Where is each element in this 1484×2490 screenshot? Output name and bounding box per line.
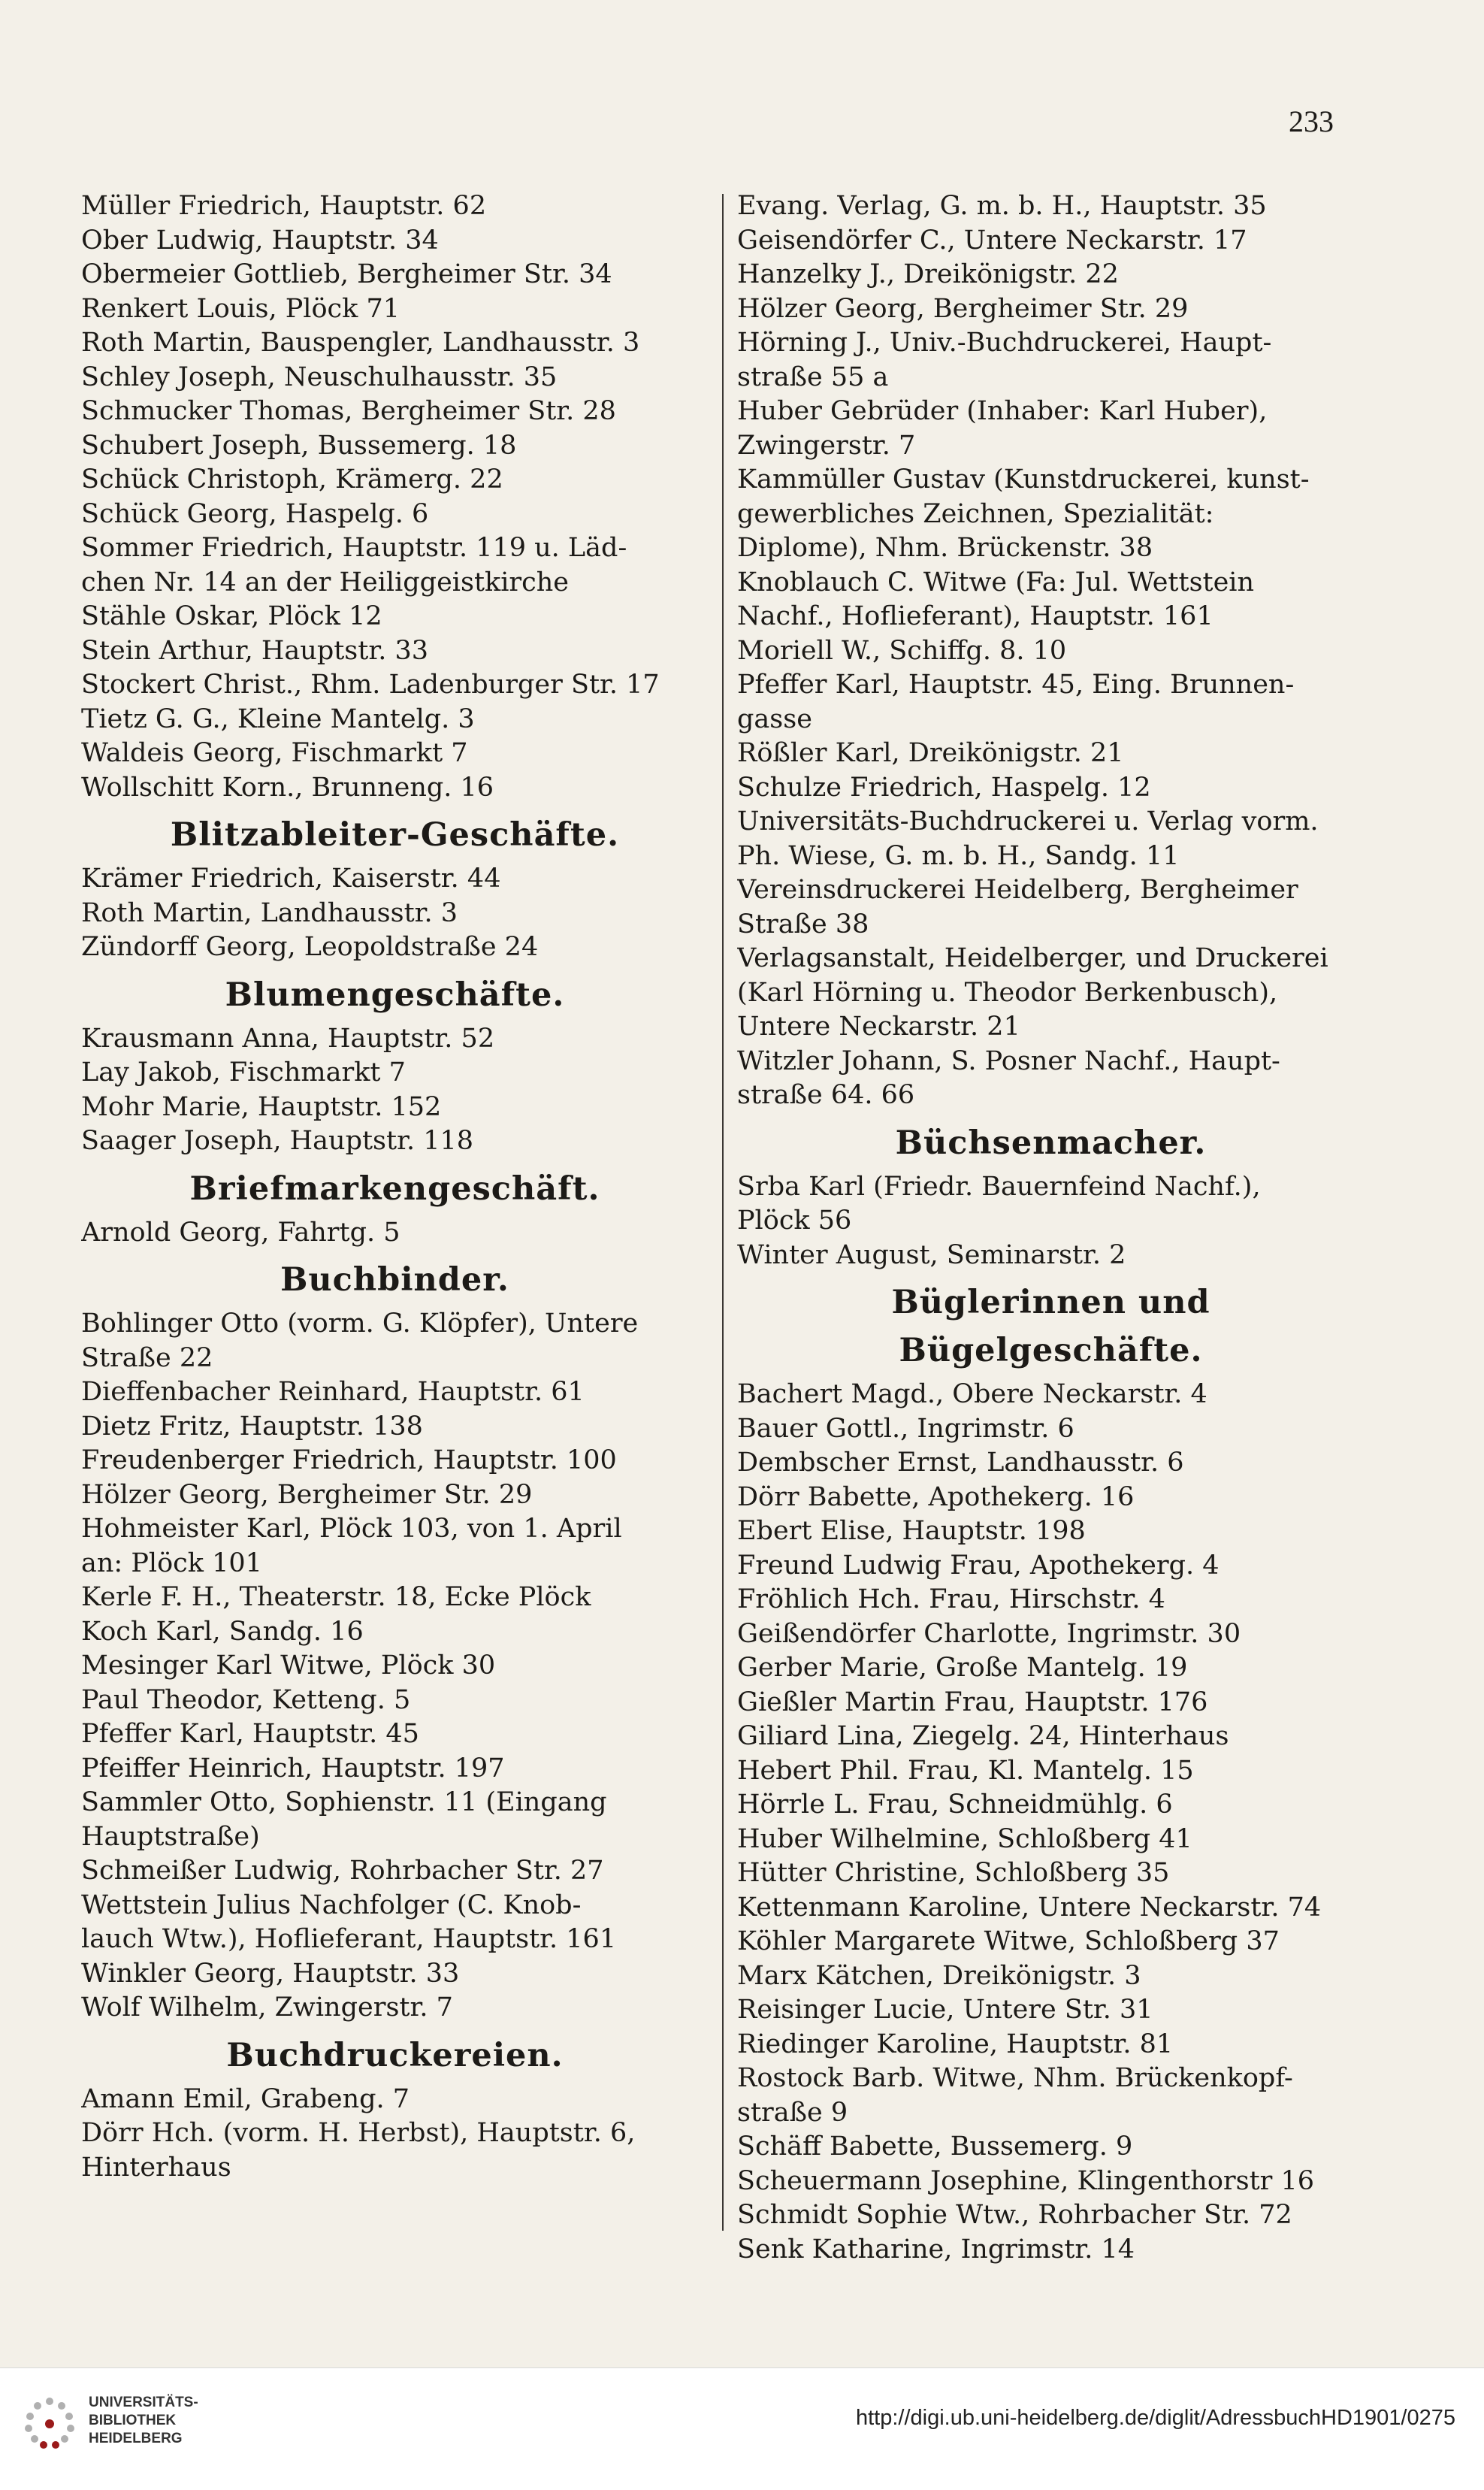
directory-entry: Winter August, Seminarstr. 2 xyxy=(737,1239,1126,1270)
directory-entry: Freund Ludwig Frau, Apothekerg. 4 xyxy=(737,1550,1220,1581)
directory-entry: Bauer Gottl., Ingrimstr. 6 xyxy=(737,1413,1074,1444)
directory-entry: Geißendörfer Charlotte, Ingrimstr. 30 xyxy=(737,1618,1241,1649)
logo-line-1: UNIVERSITÄTS- xyxy=(89,2395,198,2410)
directory-entry: Bohlinger Otto (vorm. G. Klöpfer), Untere xyxy=(81,1309,639,1339)
directory-entry: Dieffenbacher Reinhard, Hauptstr. 61 xyxy=(81,1377,585,1407)
logo-line-2: BIBLIOTHEK xyxy=(89,2413,177,2428)
directory-entry: Lay Jakob, Fischmarkt 7 xyxy=(81,1057,406,1088)
directory-entry: gasse xyxy=(737,703,812,734)
directory-entry: an: Plöck 101 xyxy=(81,1548,262,1578)
directory-entry: Kammüller Gustav (Kunstdruckerei, kunst- xyxy=(737,464,1310,495)
directory-entry: Nachf., Hoflieferant), Hauptstr. 161 xyxy=(737,601,1213,631)
directory-entry: Srba Karl (Friedr. Bauernfeind Nachf.), xyxy=(737,1171,1261,1202)
directory-entry: straße 9 xyxy=(737,2097,848,2128)
directory-entry: Wettstein Julius Nachfolger (C. Knob- xyxy=(81,1889,582,1920)
directory-entry: Straße 38 xyxy=(737,909,869,939)
directory-entry: Diplome), Nhm. Brückenstr. 38 xyxy=(737,533,1153,563)
directory-entry: Hölzer Georg, Bergheimer Str. 29 xyxy=(737,293,1189,324)
directory-entry: Huber Wilhelmine, Schloßberg 41 xyxy=(737,1823,1192,1854)
directory-entry: Dembscher Ernst, Landhausstr. 6 xyxy=(737,1448,1184,1478)
directory-entry: Senk Katharine, Ingrimstr. 14 xyxy=(737,2234,1135,2265)
directory-entry: Geisendörfer C., Untere Neckarstr. 17 xyxy=(737,225,1247,256)
directory-entry: Verlagsanstalt, Heidelberger, und Druckerei xyxy=(737,943,1328,973)
directory-entry: Witzler Johann, S. Posner Nachf., Haupt- xyxy=(737,1045,1280,1076)
directory-entry: Gießler Martin Frau, Hauptstr. 176 xyxy=(737,1687,1208,1717)
directory-entry: Waldeis Georg, Fischmarkt 7 xyxy=(81,738,468,768)
directory-entry: Moriell W., Schiffg. 8. 10 xyxy=(737,635,1067,666)
directory-entry: Huber Gebrüder (Inhaber: Karl Huber), xyxy=(737,396,1268,426)
directory-entry: Kerle F. H., Theaterstr. 18, Ecke Plöck xyxy=(81,1582,591,1612)
directory-entry: Schück Georg, Haspelg. 6 xyxy=(81,498,429,529)
directory-entry: Marx Kätchen, Dreikönigstr. 3 xyxy=(737,1960,1141,1991)
directory-entry: Pfeiffer Heinrich, Hauptstr. 197 xyxy=(81,1753,505,1784)
directory-entry: Hütter Christine, Schloßberg 35 xyxy=(737,1858,1170,1888)
directory-entry: Winkler Georg, Hauptstr. 33 xyxy=(81,1958,460,1989)
right-column xyxy=(724,189,1365,2265)
directory-entry: Scheuermann Josephine, Klingenthorstr 16 xyxy=(737,2165,1315,2196)
directory-entry: Koch Karl, Sandg. 16 xyxy=(81,1616,364,1647)
directory-entry: Hinterhaus xyxy=(81,2152,231,2183)
directory-entry: Müller Friedrich, Hauptstr. 62 xyxy=(81,191,487,221)
directory-entry: Evang. Verlag, G. m. b. H., Hauptstr. 35 xyxy=(737,191,1267,221)
directory-entry: Knoblauch C. Witwe (Fa: Jul. Wettstein xyxy=(737,567,1255,598)
section-heading: Buchdruckereien. xyxy=(226,2036,564,2074)
directory-entry: Dörr Babette, Apothekerg. 16 xyxy=(737,1481,1135,1512)
directory-entry: Arnold Georg, Fahrtg. 5 xyxy=(81,1217,400,1248)
directory-entry: Schück Christoph, Krämerg. 22 xyxy=(81,464,503,495)
directory-entry: Fröhlich Hch. Frau, Hirschstr. 4 xyxy=(737,1584,1165,1614)
directory-entry: gewerbliches Zeichnen, Spezialität: xyxy=(737,498,1214,529)
directory-entry: Schmucker Thomas, Bergheimer Str. 28 xyxy=(81,396,616,426)
section-heading: Briefmarkengeschäft. xyxy=(189,1169,600,1208)
section-heading: Büchsenmacher. xyxy=(895,1124,1207,1162)
directory-entry: straße 64. 66 xyxy=(737,1080,915,1110)
directory-entry: Zwingerstr. 7 xyxy=(737,430,916,461)
directory-entry: Krämer Friedrich, Kaiserstr. 44 xyxy=(81,864,501,894)
directory-entry: Roth Martin, Landhausstr. 3 xyxy=(81,897,458,928)
directory-entry: Stähle Oskar, Plöck 12 xyxy=(81,601,382,631)
directory-entry: Zündorff Georg, Leopoldstraße 24 xyxy=(81,932,539,962)
directory-entry: Schulze Friedrich, Haspelg. 12 xyxy=(737,772,1151,803)
directory-entry: lauch Wtw.), Hoflieferant, Hauptstr. 161 xyxy=(81,1924,617,1954)
directory-entry: Schmidt Sophie Wtw., Rohrbacher Str. 72 xyxy=(737,2200,1292,2230)
library-logo-text xyxy=(89,2394,198,2448)
directory-entry: Ph. Wiese, G. m. b. H., Sandg. 11 xyxy=(737,840,1180,871)
directory-entry: Hanzelky J., Dreikönigstr. 22 xyxy=(737,259,1119,289)
directory-entry: Amann Emil, Grabeng. 7 xyxy=(81,2083,410,2114)
directory-entry: Mohr Marie, Hauptstr. 152 xyxy=(81,1091,442,1122)
directory-entry: Schäff Babette, Bussemerg. 9 xyxy=(737,2131,1133,2162)
directory-entry: Wollschitt Korn., Brunneng. 16 xyxy=(81,772,494,803)
directory-entry: Hauptstraße) xyxy=(81,1821,260,1852)
section-heading: Büglerinnen und Bügelgeschäfte. xyxy=(891,1284,1210,1369)
directory-entry: Tietz G. G., Kleine Mantelg. 3 xyxy=(81,703,475,734)
directory-entry: Dietz Fritz, Hauptstr. 138 xyxy=(81,1411,423,1442)
directory-entry: Rößler Karl, Dreikönigstr. 21 xyxy=(737,738,1124,768)
footer-bar xyxy=(0,2367,1484,2490)
directory-entry: Köhler Margarete Witwe, Schloßberg 37 xyxy=(737,1926,1280,1956)
directory-entry: Krausmann Anna, Hauptstr. 52 xyxy=(81,1023,495,1054)
page-number: 233 xyxy=(1289,104,1334,138)
directory-entry: Paul Theodor, Ketteng. 5 xyxy=(81,1684,411,1715)
directory-entry: Universitäts-Buchdruckerei u. Verlag vorm. xyxy=(737,806,1319,837)
directory-entry: Stein Arthur, Hauptstr. 33 xyxy=(81,635,429,666)
directory-entry: Ebert Elise, Hauptstr. 198 xyxy=(737,1516,1086,1546)
directory-entry: Plöck 56 xyxy=(737,1206,852,1236)
directory-entry: Schubert Joseph, Bussemerg. 18 xyxy=(81,430,517,461)
directory-entry: Riedinger Karoline, Hauptstr. 81 xyxy=(737,2029,1174,2059)
directory-entry: Hörning J., Univ.-Buchdruckerei, Haupt- xyxy=(737,328,1272,358)
directory-entry: Dörr Hch. (vorm. H. Herbst), Hauptstr. 6, xyxy=(81,2118,636,2148)
section-heading: Blitzableiter-Geschäfte. xyxy=(170,816,620,854)
directory-entry: Stockert Christ., Rhm. Ladenburger Str. 17 xyxy=(81,670,660,700)
directory-entry: Bachert Magd., Obere Neckarstr. 4 xyxy=(737,1379,1207,1409)
directory-entry: Schmeißer Ludwig, Rohrbacher Str. 27 xyxy=(81,1856,604,1886)
directory-entry: Sommer Friedrich, Hauptstr. 119 u. Läd- xyxy=(81,533,627,563)
directory-entry: Mesinger Karl Witwe, Plöck 30 xyxy=(81,1650,496,1681)
source-url-link[interactable]: http://digi.ub.uni-heidelberg.de/diglit/AdressbuchHD1901/0275 xyxy=(855,2406,1455,2430)
directory-entry: Rostock Barb. Witwe, Nhm. Brückenkopf- xyxy=(737,2063,1293,2093)
directory-entry: Sammler Otto, Sophienstr. 11 (Eingang xyxy=(81,1787,607,1817)
directory-entry: Vereinsdruckerei Heidelberg, Bergheimer xyxy=(737,875,1298,905)
directory-entry: Ober Ludwig, Hauptstr. 34 xyxy=(81,225,439,256)
directory-entry: Renkert Louis, Plöck 71 xyxy=(81,293,400,324)
directory-entry: Wolf Wilhelm, Zwingerstr. 7 xyxy=(81,1992,453,2023)
library-logo-icon xyxy=(21,2395,78,2452)
directory-entry: Schley Joseph, Neuschulhausstr. 35 xyxy=(81,362,558,392)
directory-entry: Obermeier Gottlieb, Bergheimer Str. 34 xyxy=(81,259,612,289)
directory-entry: Freudenberger Friedrich, Hauptstr. 100 xyxy=(81,1445,617,1475)
directory-entry: Gerber Marie, Große Mantelg. 19 xyxy=(737,1653,1188,1683)
directory-entry: (Karl Hörning u. Theodor Berkenbusch), xyxy=(737,977,1278,1008)
logo-line-3: HEIDELBERG xyxy=(89,2431,183,2446)
directory-entry: Roth Martin, Bauspengler, Landhausstr. 3 xyxy=(81,328,640,358)
directory-entry: Pfeffer Karl, Hauptstr. 45, Eing. Brunnen- xyxy=(737,670,1295,700)
directory-entry: Saager Joseph, Hauptstr. 118 xyxy=(81,1126,474,1156)
directory-entry: Reisinger Lucie, Untere Str. 31 xyxy=(737,1995,1153,2025)
directory-entry: Hörrle L. Frau, Schneidmühlg. 6 xyxy=(737,1790,1173,1820)
directory-entry: chen Nr. 14 an der Heiliggeistkirche xyxy=(81,567,570,598)
directory-entry: Hölzer Georg, Bergheimer Str. 29 xyxy=(81,1479,533,1510)
directory-entry: Hohmeister Karl, Plöck 103, von 1. April xyxy=(81,1514,622,1544)
left-column xyxy=(81,189,722,2234)
directory-entry: Straße 22 xyxy=(81,1342,213,1373)
section-heading: Buchbinder. xyxy=(280,1261,509,1299)
directory-entry: Hebert Phil. Frau, Kl. Mantelg. 15 xyxy=(737,1755,1194,1786)
directory-entry: straße 55 a xyxy=(737,362,889,392)
directory-entry: Untere Neckarstr. 21 xyxy=(737,1012,1020,1042)
section-heading: Blumengeschäfte. xyxy=(225,976,565,1014)
directory-entry: Giliard Lina, Ziegelg. 24, Hinterhaus xyxy=(737,1721,1229,1751)
directory-columns xyxy=(81,189,1375,2265)
directory-entry: Pfeffer Karl, Hauptstr. 45 xyxy=(81,1719,419,1749)
directory-entry: Kettenmann Karoline, Untere Neckarstr. 74 xyxy=(737,1892,1322,1923)
